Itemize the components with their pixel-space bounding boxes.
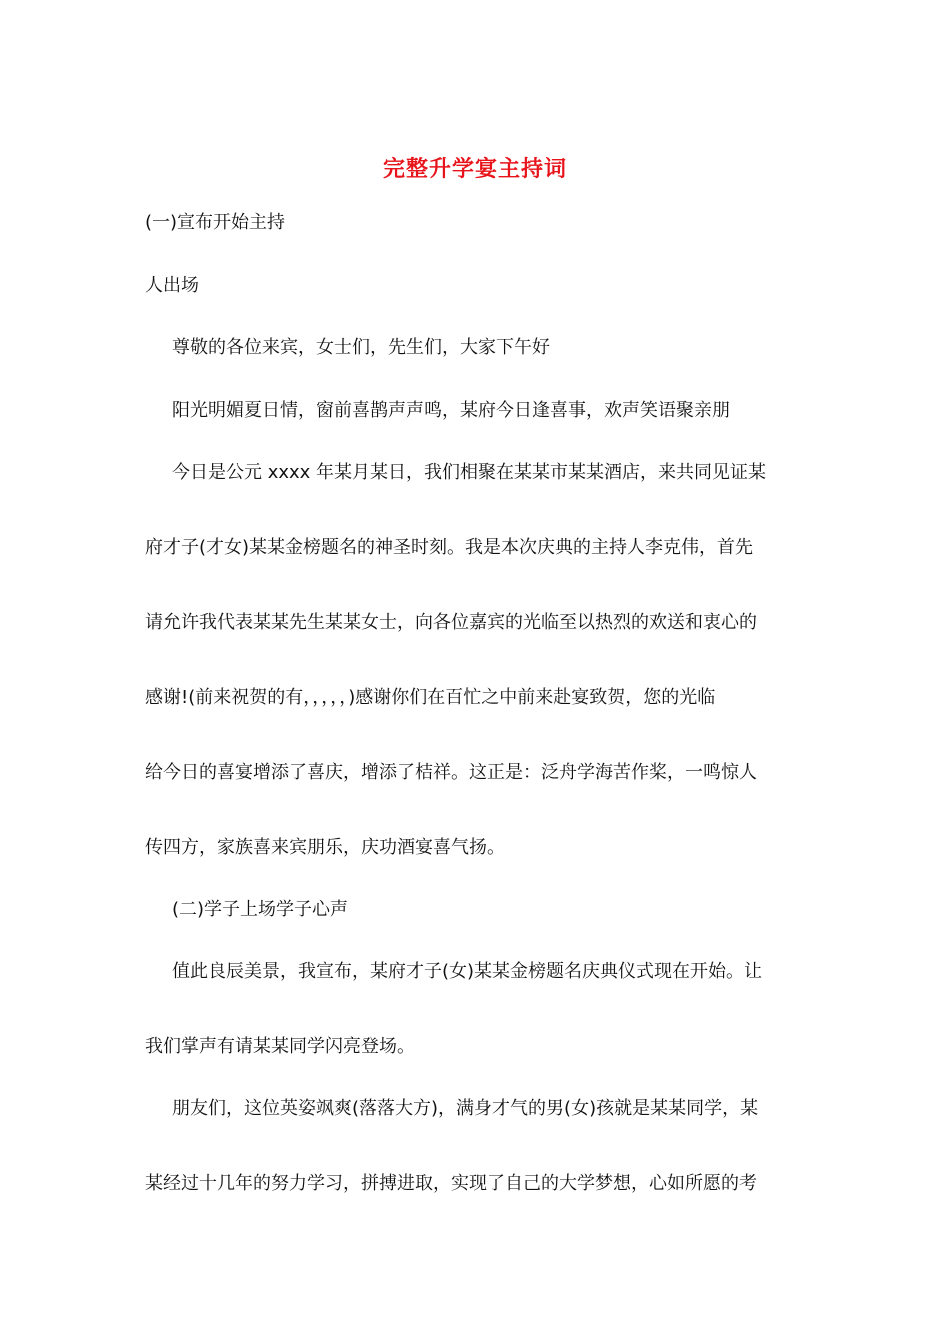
document-title: 完整升学宴主持词 <box>382 156 567 182</box>
paragraph-line: 阳光明媚夏日情，窗前喜鹊声声鸣，某府今日逢喜事，欢声笑语聚亲朋 <box>172 400 730 421</box>
paragraph-line: 我们掌声有请某某同学闪亮登场。 <box>145 1036 415 1057</box>
section-heading-1: (一)宣布开始主持 <box>145 212 286 233</box>
section-heading-2: (二)学子上场学子心声 <box>172 899 349 920</box>
paragraph-line: 值此良辰美景，我宣布，某府才子(女)某某金榜题名庆典仪式现在开始。让 <box>172 961 763 982</box>
paragraph-line: 人出场 <box>145 275 199 296</box>
paragraph-line: 给今日的喜宴增添了喜庆，增添了桔祥。这正是：泛舟学海苦作桨，一鸣惊人 <box>145 762 757 783</box>
paragraph-line: 某经过十几年的努力学习，拼搏进取，实现了自己的大学梦想，心如所愿的考 <box>145 1173 757 1194</box>
paragraph-line: 今日是公元 xxxx 年某月某日，我们相聚在某某市某某酒店，来共同见证某 <box>172 462 767 483</box>
paragraph-line: 感谢!(前来祝贺的有，，，，，)感谢你们在百忙之中前来赴宴致贺，您的光临 <box>145 687 716 708</box>
paragraph-line: 传四方，家族喜来宾朋乐，庆功酒宴喜气扬。 <box>145 837 505 858</box>
paragraph-line: 请允许我代表某某先生某某女士，向各位嘉宾的光临至以热烈的欢送和衷心的 <box>145 612 757 633</box>
paragraph-line: 朋友们，这位英姿飒爽(落落大方)，满身才气的男(女)孩就是某某同学，某 <box>172 1098 759 1119</box>
paragraph-line: 府才子(才女)某某金榜题名的神圣时刻。我是本次庆典的主持人李克伟，首先 <box>145 537 754 558</box>
paragraph-line: 尊敬的各位来宾，女士们，先生们，大家下午好 <box>172 337 550 358</box>
